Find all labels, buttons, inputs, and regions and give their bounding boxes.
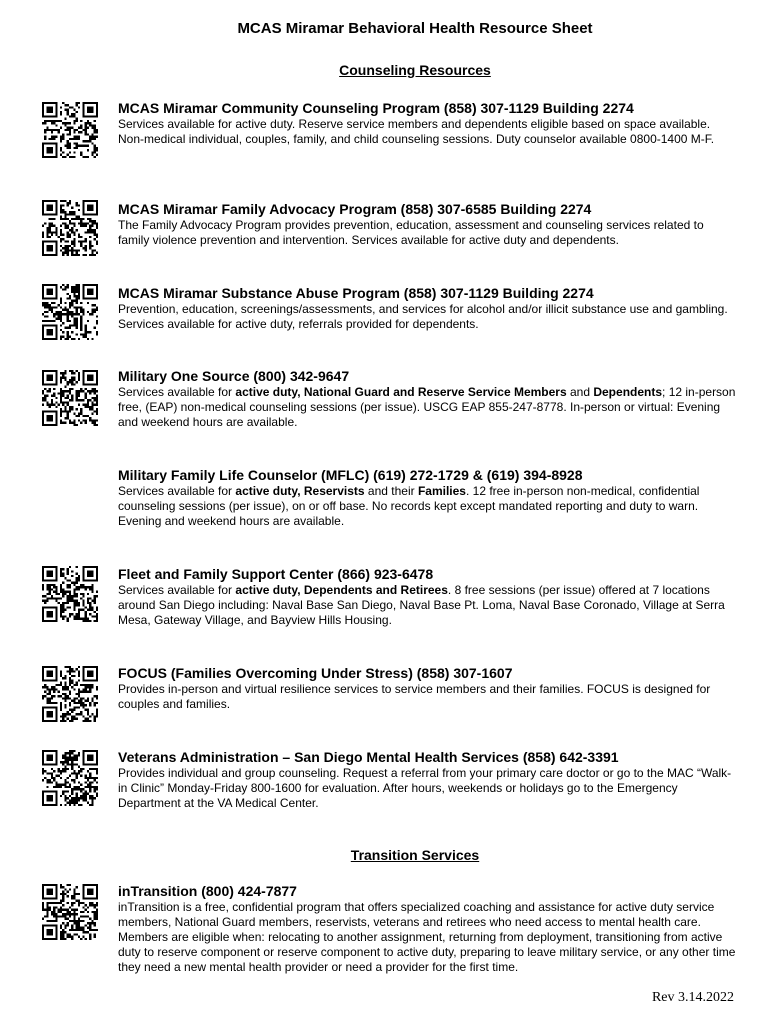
- resource-title: FOCUS (Families Overcoming Under Stress) (858) 307-1607: [118, 665, 513, 681]
- resource-title: MCAS Miramar Community Counseling Program (858) 307-1129 Building 2274: [118, 100, 634, 116]
- resource-title: Veterans Administration – San Diego Mental Health Services (858) 642-3391: [118, 749, 619, 765]
- resource-description: Provides individual and group counseling. Request a referral from your primary care doctor or go to the MAC “Walk-in Clinic” Monday-Friday 800-1600 for evaluation. After hours, weekends or holidays go to the Emergency Department at the VA Medical Center.: [118, 766, 732, 810]
- resource-title: Military Family Life Counselor (MFLC) (619) 272-1729 & (619) 394-8928: [118, 467, 583, 483]
- qr-code-icon: [42, 750, 98, 806]
- qr-code-icon: [42, 370, 98, 426]
- resource-description: Services available for active duty, National Guard and Reserve Service Members and Dependents; 12 in-person free, (EAP) non-medical counseling sessions (per issue). USCG EAP 855-247-8778. In-person or virtual: Evening and weekend hours are available.: [118, 385, 736, 429]
- resource-description: inTransition is a free, confidential program that offers specialized coaching and assistance for active duty service members, National Guard members, reservists, veterans and retirees who need access to mental health care. Members are eligible when: relocating to another assignment, returning from deployment, transitioning from active duty to reserve component or reserve component to active duty, preparing to leave military service, or any other time they need a new mental health provider or need a provider for the first time.: [118, 900, 736, 974]
- qr-code-icon: [42, 284, 98, 340]
- resource-title: MCAS Miramar Family Advocacy Program (858) 307-6585 Building 2274: [118, 201, 592, 217]
- section-heading-transition: Transition Services: [350, 847, 480, 863]
- resource-description: Services available for active duty, Dependents and Retirees. 8 free sessions (per issue) offered at 7 locations around San Diego including: Naval Base San Diego, Naval Base Pt. Loma, Naval Base Coronado, Village at Serra Mesa, Gateway Village, and Bayview Hills Housing.: [118, 583, 725, 627]
- qr-code-icon: [42, 566, 98, 622]
- qr-code-icon: [42, 102, 98, 158]
- qr-code-icon: [42, 200, 98, 256]
- resource-description: Provides in-person and virtual resilience services to service members and their families. FOCUS is designed for couples and families.: [118, 682, 711, 711]
- resource-description: Services available for active duty, Reservists and their Families. 12 free in-person non-medical, confidential counseling sessions (per issue), on or off base. No records kept except mandated reporting and duty to warn. Evening and weekend hours are available.: [118, 484, 700, 528]
- revision-date: Rev 3.14.2022: [651, 990, 734, 1005]
- resource-description: The Family Advocacy Program provides prevention, education, assessment and counseling services related to family violence prevention and intervention. Services available for active duty and dependents.: [118, 218, 704, 247]
- resource-title: Military One Source (800) 342-9647: [118, 368, 350, 384]
- page-title: MCAS Miramar Behavioral Health Resource Sheet: [237, 20, 593, 37]
- resource-title: Fleet and Family Support Center (866) 923-6478: [118, 566, 434, 582]
- qr-code-icon: [42, 666, 98, 722]
- resource-description: Services available for active duty. Reserve service members and dependents eligible based on space available. Non-medical individual, couples, family, and child counseling sessions. Duty counselor available 0800-1400 M-F.: [118, 117, 715, 146]
- resource-description: Prevention, education, screenings/assessments, and services for alcohol and/or illicit substance use and gambling. Services available for active duty, referrals provided for dependents.: [118, 302, 728, 331]
- section-heading-counseling: Counseling Resources: [339, 62, 491, 78]
- qr-code-icon: [42, 884, 98, 940]
- resource-title: MCAS Miramar Substance Abuse Program (858) 307-1129 Building 2274: [118, 285, 594, 301]
- resource-title: inTransition (800) 424-7877: [118, 883, 297, 899]
